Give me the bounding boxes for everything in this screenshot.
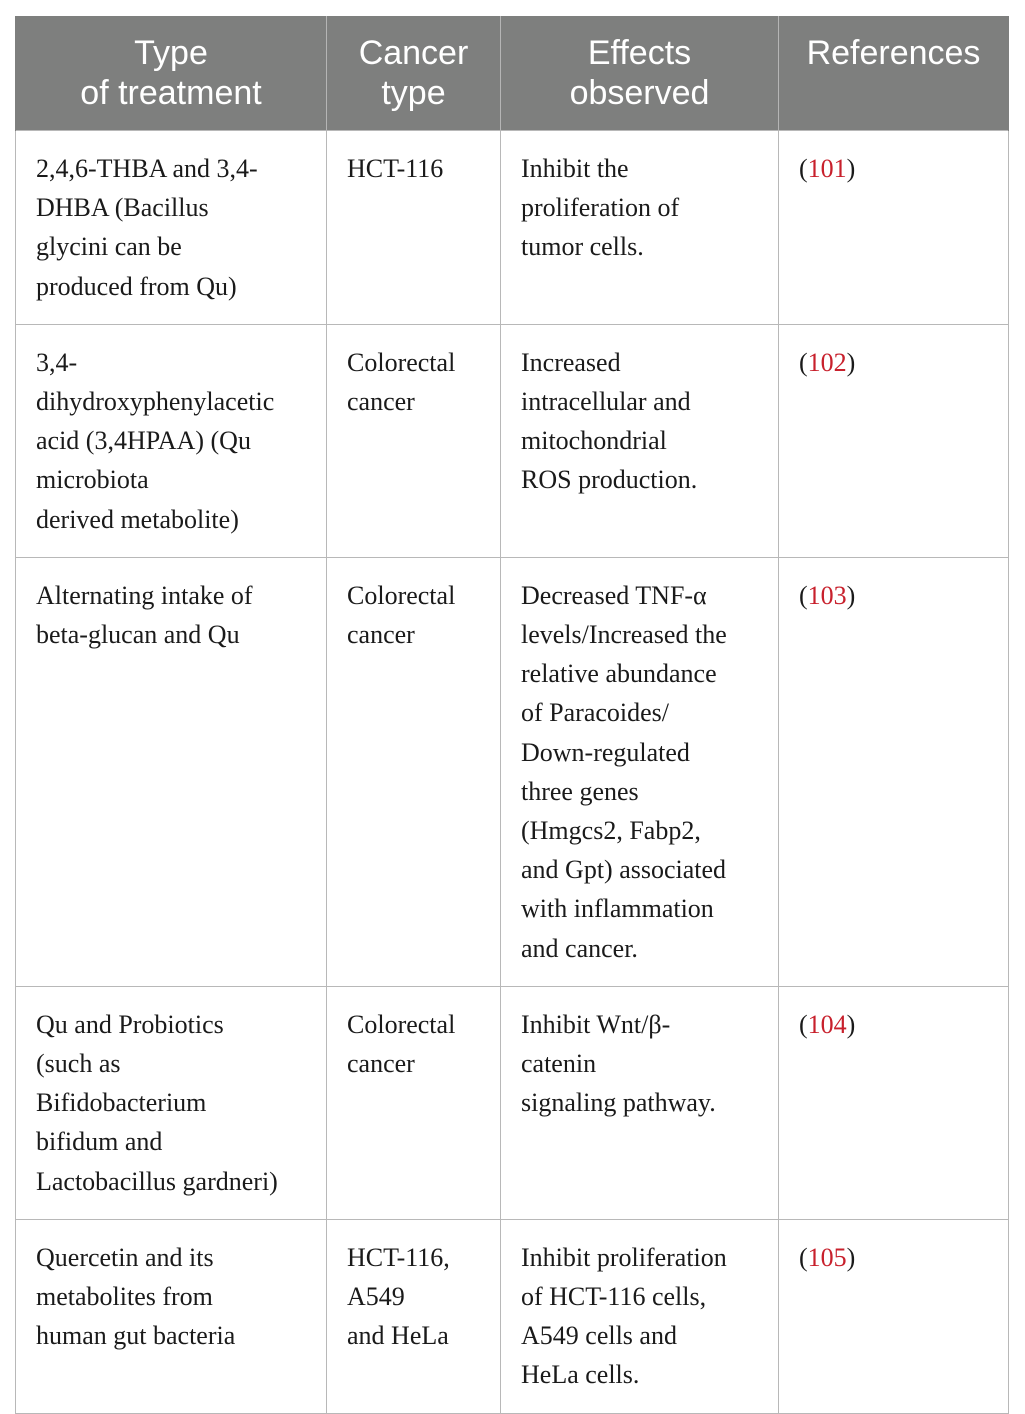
- cell-reference: [779, 557, 1009, 986]
- ref-close-paren: ): [846, 580, 856, 610]
- ref-close-paren: ): [846, 1242, 856, 1272]
- header-row: [16, 16, 1009, 131]
- ref-close-paren: ): [846, 347, 856, 377]
- ref-open-paren: (: [799, 1009, 808, 1039]
- cell-cancer-type: HCT-116: [327, 131, 501, 325]
- reference-link[interactable]: 103: [807, 580, 847, 610]
- reference-link[interactable]: 101: [807, 154, 847, 183]
- header-effects-observed: Effects observed: [501, 16, 779, 131]
- ref-open-paren: (: [799, 154, 808, 183]
- cell-cancer-type: Colorectal cancer: [327, 986, 501, 1219]
- header-references: References: [779, 16, 1009, 131]
- ref-open-paren: (: [799, 347, 808, 377]
- cell-reference: [779, 1219, 1009, 1413]
- cell-reference: [779, 131, 1009, 325]
- cell-effects: Inhibit the proliferation of tumor cells.: [501, 131, 779, 325]
- reference-link[interactable]: 105: [807, 1242, 847, 1272]
- cell-effects: Inhibit proliferation of HCT-116 cells, A549 cells and HeLa cells.: [501, 1219, 779, 1413]
- table-row: [16, 557, 1009, 986]
- cell-treatment: Alternating intake of beta-glucan and Qu: [16, 557, 327, 986]
- cell-treatment: 3,4- dihydroxyphenylacetic acid (3,4HPAA) (Qu microbiota derived metabolite): [16, 324, 327, 557]
- cell-effects: Decreased TNF-α levels/Increased the relative abundance of Paracoides/ Down-regulated three genes (Hmgcs2, Fabp2, and Gpt) associated with inflammation and cancer.: [501, 557, 779, 986]
- table-row: [16, 1219, 1009, 1413]
- table-body: [16, 131, 1009, 1414]
- cell-reference: [779, 986, 1009, 1219]
- table-row: [16, 131, 1009, 325]
- ref-close-paren: ): [846, 1009, 856, 1039]
- cell-effects: Inhibit Wnt/β- catenin signaling pathway.: [501, 986, 779, 1219]
- ref-open-paren: (: [799, 1242, 808, 1272]
- ref-open-paren: (: [799, 580, 808, 610]
- cell-cancer-type: HCT-116, A549 and HeLa: [327, 1219, 501, 1413]
- cell-effects: Increased intracellular and mitochondrial ROS production.: [501, 324, 779, 557]
- table-row: [16, 324, 1009, 557]
- cell-treatment: 2,4,6-THBA and 3,4- DHBA (Bacillus glycini can be produced from Qu): [16, 131, 327, 325]
- treatment-table: [15, 16, 1009, 1414]
- table-row: [16, 986, 1009, 1219]
- cell-treatment: Quercetin and its metabolites from human gut bacteria: [16, 1219, 327, 1413]
- cell-treatment: Qu and Probiotics (such as Bifidobacterium bifidum and Lactobacillus gardneri): [16, 986, 327, 1219]
- cell-cancer-type: Colorectal cancer: [327, 557, 501, 986]
- reference-link[interactable]: 102: [807, 347, 847, 377]
- header-cancer-type: Cancer type: [327, 16, 501, 131]
- cell-cancer-type: Colorectal cancer: [327, 324, 501, 557]
- ref-close-paren: ): [846, 154, 856, 183]
- reference-link[interactable]: 104: [807, 1009, 847, 1039]
- cell-reference: [779, 324, 1009, 557]
- header-type-of-treatment: Type of treatment: [16, 16, 327, 131]
- table-header: [16, 16, 1009, 131]
